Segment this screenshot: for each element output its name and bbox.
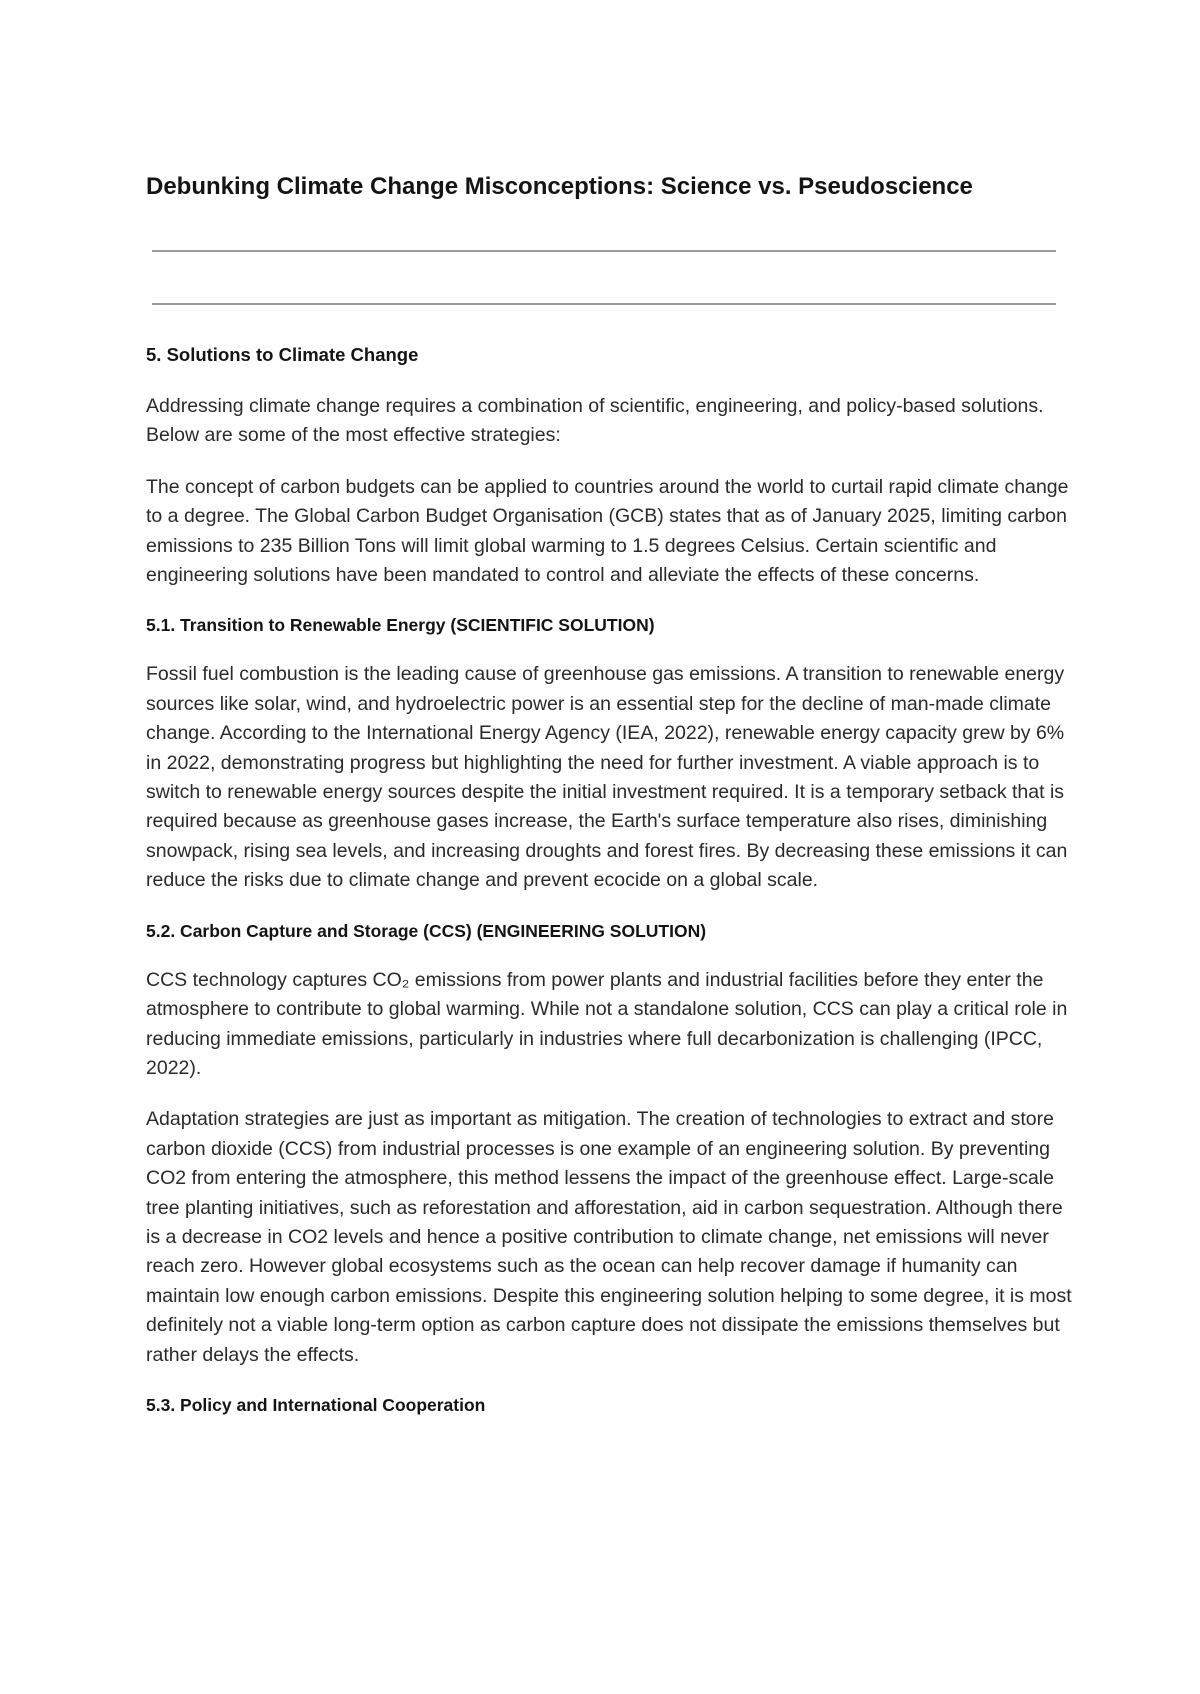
renewable-energy-paragraph: Fossil fuel combustion is the leading cause of greenhouse gas emissions. A transition to renewable energy sources like solar, wind, and hydroelectric power is an essential step for the decline of man-made climate change. According to the International Energy Agency (IEA, 2022), renewable energy capacity grew by 6% in 2022, demonstrating progress but highlighting the need for further investment. A viable approach is to switch to renewable energy sources despite the initial investment required. It is a temporary setback that is required because as greenhouse gases increase, the Earth's surface temperature also rises, diminishing snowpack, rising sea levels, and increasing droughts and forest fires. By decreasing these emissions it can reduce the risks due to climate change and prevent ecocide on a global scale. <box>146 663 1068 892</box>
ccs-paragraph: CCS technology captures CO₂ emissions from power plants and industrial facilities before they enter the atmosphere to contribute to global warming. While not a standalone solution, CCS can play a critical role in reducing immediate emissions, particularly in industries where full decarbonization is challenging (IPCC, 2022). <box>146 968 1068 1079</box>
document-title: Debunking Climate Change Misconceptions: Science vs. Pseudoscience <box>146 173 973 200</box>
horizontal-divider <box>152 303 1056 305</box>
horizontal-divider <box>152 250 1056 252</box>
subsection-heading-carbon-capture: 5.2. Carbon Capture and Storage (CCS) (ENGINEERING SOLUTION) <box>146 920 707 941</box>
subsection-heading-renewable-energy: 5.1. Transition to Renewable Energy (SCIENTIFIC SOLUTION) <box>146 615 655 636</box>
carbon-budget-paragraph: The concept of carbon budgets can be applied to countries around the world to curtail rapid climate change to a degree. The Global Carbon Budget Organisation (GCB) states that as of January 2025, limiting carbon emissions to 235 Billion Tons will limit global warming to 1.5 degrees Celsius. Certain scientific and engineering solutions have been mandated to control and alleviate the effects of these concerns. <box>146 475 1069 587</box>
intro-paragraph: Addressing climate change requires a combination of scientific, engineering, and policy-based solutions. Below are some of the most effective strategies: <box>146 395 1044 447</box>
subsection-heading-policy: 5.3. Policy and International Cooperation <box>146 1394 486 1415</box>
document-body <box>146 342 1076 1440</box>
adaptation-paragraph: Adaptation strategies are just as important as mitigation. The creation of technologies to extract and store carbon dioxide (CCS) from industrial processes is one example of an engineering solution. By preventing CO2 from entering the atmosphere, this method lessens the impact of the greenhouse effect. Large-scale tree planting initiatives, such as reforestation and afforestation, aid in carbon sequestration. Although there is a decrease in CO2 levels and hence a positive contribution to climate change, net emissions will never reach zero. However global ecosystems such as the ocean can help recover damage if humanity can maintain low enough carbon emissions. Despite this engineering solution helping to some degree, it is most definitely not a viable long-term option as carbon capture does not dissipate the emissions themselves but rather delays the effects. <box>146 1108 1072 1366</box>
section-heading: 5. Solutions to Climate Change <box>146 344 419 365</box>
